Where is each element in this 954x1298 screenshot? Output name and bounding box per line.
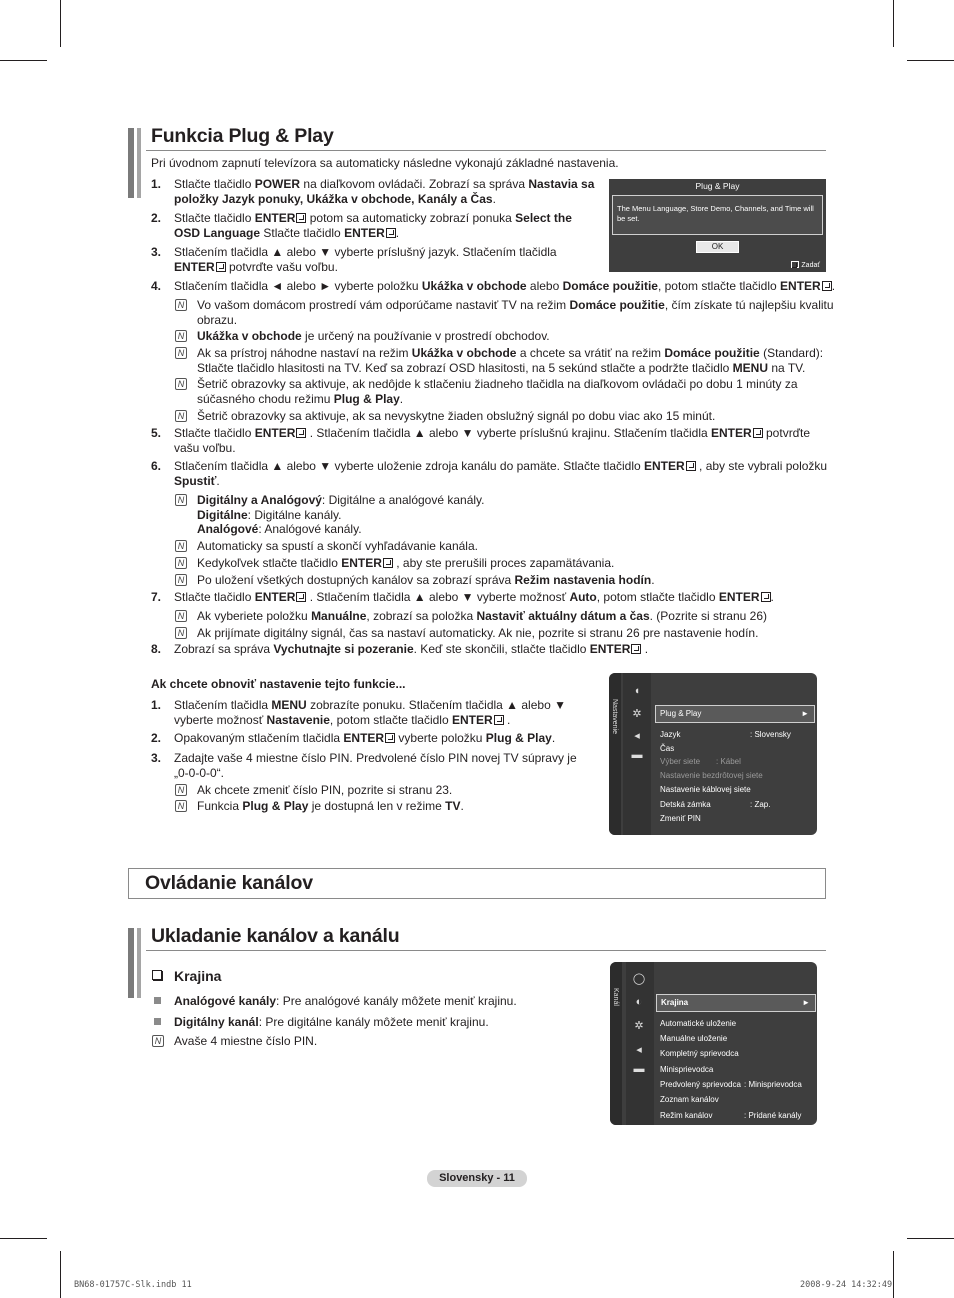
osd-message-box <box>612 195 823 235</box>
section-rule <box>146 150 826 151</box>
note-icon: N <box>175 378 187 390</box>
note-text: Funkcia Plug & Play je dostupná len v režime TV. <box>197 799 464 813</box>
ok-button[interactable]: OK <box>696 241 739 253</box>
section-bar <box>128 928 134 998</box>
step-text: Stlačením tlačidla ▲ alebo ▼ vyberte príslušný jazyk. Stlačením tlačidla ENTER potvrďte vašu voľbu. <box>174 245 557 274</box>
step-number: 1. <box>151 698 162 712</box>
gear-icon: ✲ <box>632 708 642 720</box>
osd-item-change-pin[interactable]: Zmeniť PIN <box>660 814 701 823</box>
osd-item-child-lock[interactable]: Detská zámka <box>660 800 711 809</box>
step-text: Stlačte tlačidlo ENTER potom sa automaticky zobrazí ponuka Select the OSD Language Stlačte tlačidlo ENTER . <box>174 211 572 240</box>
note-icon: N <box>152 1035 164 1047</box>
step-text: Opakovaným stlačením tlačidla ENTER vyberte položku Plug & Play. <box>174 731 556 745</box>
note-text: Automaticky sa spustí a skončí vyhľadávanie kanála. <box>197 539 478 553</box>
step-number: 6. <box>151 459 162 473</box>
step-number: 7. <box>151 590 162 604</box>
osd-setup-menu <box>609 673 817 835</box>
section-rule <box>146 950 826 951</box>
enter-icon <box>296 428 306 438</box>
osd-message: The Menu Language, Store Demo, Channels, and Time will be set. <box>617 204 814 223</box>
arrow-right-icon: ► <box>801 709 809 718</box>
osd-value-child-lock: : Zap. <box>750 800 771 809</box>
crop-mark <box>60 1251 61 1298</box>
note-text: Ukážka v obchode je určený na používanie v prostredí obchodov. <box>197 329 550 343</box>
osd-item-wireless: Nastavenie bezdrôtovej siete <box>660 771 763 780</box>
print-datetime: 2008-9-24 14:32:49 <box>800 1280 893 1290</box>
osd-item-mini-guide[interactable]: Minisprievodca <box>660 1065 714 1074</box>
osd-side-label: Nastavenie <box>611 699 618 735</box>
osd-item-jazyk[interactable]: Jazyk <box>660 730 681 739</box>
step-text: Stlačením tlačidla ▲ alebo ▼ vyberte uloženie zdroja kanálu do pamäte. Stlačte tlačidlo ENTER , aby ste vybrali položku Spustiť. <box>174 459 828 488</box>
section-bar <box>128 128 134 198</box>
note-icon: N <box>175 347 187 359</box>
note-icon: N <box>175 330 187 342</box>
step-text: Zadajte vaše 4 miestne číslo PIN. Predvolené číslo PIN novej TV súpravy je „0-0-0-0“. <box>174 751 577 780</box>
osd-item-auto-store[interactable]: Automatické uloženie <box>660 1019 737 1028</box>
note-icon: N <box>175 494 187 506</box>
osd-side-label: Kanál <box>612 988 619 1006</box>
enter-icon <box>494 715 504 725</box>
enter-icon <box>385 733 395 743</box>
application-icon: ▬ <box>633 1063 645 1075</box>
note-icon: N <box>175 627 187 639</box>
step-text: Zobrazí sa správa Vychutnajte si pozeranie. Keď ste skončili, stlačte tlačidlo ENTER . <box>174 642 649 656</box>
step-text: Stlačením tlačidla ◄ alebo ► vyberte položku Ukážka v obchode alebo Domáce použitie, potom stlačte tlačidlo ENTER . <box>174 279 836 293</box>
osd-channel-menu <box>610 962 817 1125</box>
enter-icon <box>761 592 771 602</box>
section-title: Ovládanie kanálov <box>145 872 313 894</box>
enter-icon <box>686 461 696 471</box>
osd-item-manual-store[interactable]: Manuálne uloženie <box>660 1034 728 1043</box>
arrow-right-icon: ► <box>802 998 810 1007</box>
enter-icon <box>791 261 799 268</box>
crop-mark <box>893 0 894 47</box>
osd-item-vyber-siete: Výber siete <box>660 757 701 766</box>
crop-mark <box>893 1251 894 1298</box>
back-hint: Zadať <box>790 261 820 269</box>
note-icon: N <box>175 557 187 569</box>
note-text: Ak vyberiete položku Manuálne, zobrazí sa položka Nastaviť aktuálny dátum a čas. (Pozrite si stranu 26) <box>197 609 767 623</box>
step-number: 4. <box>151 279 162 293</box>
picture-icon: ◖ <box>633 685 641 697</box>
osd-side-strip <box>610 962 622 1125</box>
crop-mark <box>0 60 47 61</box>
osd-item-cable-network[interactable]: Nastavenie káblovej siete <box>660 785 751 794</box>
note-text: Šetrič obrazovky sa aktivuje, ak nedôjde k stlačeniu žiadneho tlačidla na diaľkovom ovládači po dobu 1 minúty za súčasného chodu režimu Plug & Play. <box>197 377 798 406</box>
subheading: Krajina <box>174 968 222 984</box>
section-bar <box>137 128 141 198</box>
reset-heading: Ak chcete obnoviť nastavenie tejto funkcie... <box>151 677 406 691</box>
step-number: 2. <box>151 731 162 745</box>
checkbox-bullet-icon <box>152 970 162 980</box>
application-icon: ▬ <box>631 749 643 761</box>
note-icon: N <box>175 540 187 552</box>
enter-icon <box>386 228 396 238</box>
step-number: 3. <box>151 751 162 765</box>
square-bullet-icon <box>154 997 161 1004</box>
step-text: Stlačte tlačidlo ENTER . Stlačením tlačidla ▲ alebo ▼ vyberte možnosť Auto, potom stlačte tlačidlo ENTER . <box>174 590 774 604</box>
note-icon: N <box>175 410 187 422</box>
note-text: Vo vašom domácom prostredí vám odporúčame nastaviť TV na režim Domáce použitie, čím získate tú najlepšiu kvalitu obrazu. <box>197 298 834 327</box>
step-number: 2. <box>151 211 162 225</box>
note-text: Šetrič obrazovky sa aktivuje, ak sa nevyskytne žiaden obslužný signál po dobu viac ako 15 minút. <box>197 409 716 423</box>
crop-mark <box>0 1238 47 1239</box>
note-icon: N <box>175 784 187 796</box>
page-number-badge: Slovensky - 11 <box>427 1170 527 1187</box>
note-text: Ak sa prístroj náhodne nastaví na režim Ukážka v obchode a chcete sa vrátiť na režim Domáce použitie (Standard): Stlačte tlačidlo hlasitosti na TV. Keď sa zobrazí OSD hlasitosti, na 5 sekúnd stlačte a podržte tlačidlo MENU na TV. <box>197 346 824 375</box>
osd-item-krajina[interactable] <box>656 994 816 1012</box>
section-bar <box>137 928 141 998</box>
crop-mark <box>907 1238 954 1239</box>
enter-icon <box>216 262 226 272</box>
osd-side-strip <box>609 673 621 835</box>
enter-icon <box>822 281 832 291</box>
gear-icon: ✲ <box>634 1020 644 1032</box>
osd-plug-and-play-dialog <box>609 179 826 272</box>
osd-item-cas[interactable]: Čas <box>660 744 675 753</box>
step-number: 5. <box>151 426 162 440</box>
input-icon: ◂ <box>634 730 640 742</box>
note-text: Po uložení všetkých dostupných kanálov sa zobrazí správa Režim nastavenia hodín. <box>197 573 655 587</box>
note-text: Digitálny a Analógový: Digitálne a analógové kanály. Digitálne: Digitálne kanály. Analógové: Analógové kanály. <box>197 493 485 536</box>
osd-header: Plug & Play <box>695 181 740 191</box>
crop-mark <box>60 0 61 47</box>
osd-item-default-guide[interactable]: Predvolený sprievodca <box>660 1080 741 1089</box>
input-icon: ◂ <box>636 1044 642 1056</box>
intro-text: Pri úvodnom zapnutí televízora sa automaticky následne vykonajú základné nastavenia. <box>151 156 619 170</box>
note-text: Ak prijímate digitálny signál, čas sa nastaví automaticky. Ak nie, pozrite si stranu 26 pre nastavenie hodín. <box>197 626 759 640</box>
osd-value-channel-mode: : Pridané kanály <box>744 1111 802 1120</box>
bullet-text: Digitálny kanál: Pre digitálne kanály môžete meniť krajinu. <box>174 1015 489 1029</box>
square-bullet-icon <box>154 1018 161 1025</box>
channel-icon: ◐ <box>635 996 643 1008</box>
section-title: Ukladanie kanálov a kanálu <box>151 925 400 947</box>
step-text: Stlačením tlačidla MENU zobrazíte ponuku. Stlačením tlačidla ▲ alebo ▼ vyberte možnosť Nastavenie, potom stlačte tlačidlo ENTER . <box>174 698 566 727</box>
osd-value-vyber-siete: : Kábel <box>716 757 741 766</box>
note-icon: N <box>175 574 187 586</box>
enter-icon <box>753 428 763 438</box>
note-text: Avaše 4 miestne číslo PIN. <box>174 1034 318 1048</box>
note-icon: N <box>175 610 187 622</box>
crop-mark <box>907 60 954 61</box>
step-number: 1. <box>151 177 162 191</box>
osd-item-full-guide[interactable]: Kompletný sprievodca <box>660 1049 739 1058</box>
note-text: Kedykoľvek stlačte tlačidlo ENTER , aby ste prerušili proces zapamätávania. <box>197 556 615 570</box>
note-icon: N <box>175 299 187 311</box>
step-number: 8. <box>151 642 162 656</box>
enter-icon <box>383 558 393 568</box>
osd-item-label: Plug & Play <box>660 709 702 718</box>
step-text: Stlačte tlačidlo POWER na diaľkovom ovládači. Zobrazí sa správa Nastavia sa položky Jazyk ponuky, Ukážka v obchode, Kanály a Čas. <box>174 177 595 206</box>
bullet-text: Analógové kanály: Pre analógové kanály môžete meniť krajinu. <box>174 994 517 1008</box>
enter-icon <box>296 213 306 223</box>
osd-item-channel-list[interactable]: Zoznam kanálov <box>660 1095 719 1104</box>
osd-item-plug-and-play[interactable] <box>655 705 815 723</box>
step-text: Stlačte tlačidlo ENTER . Stlačením tlačidla ▲ alebo ▼ vyberte príslušnú krajinu. Stlačením tlačidla ENTER potvrďte vašu voľbu. <box>174 426 811 455</box>
note-icon: N <box>175 800 187 812</box>
picture-icon: ◯ <box>632 973 646 985</box>
section-title: Funkcia Plug & Play <box>151 125 334 147</box>
osd-item-channel-mode[interactable]: Režim kanálov <box>660 1111 713 1120</box>
osd-item-label: Krajina <box>661 998 689 1007</box>
enter-icon <box>631 644 641 654</box>
step-number: 3. <box>151 245 162 259</box>
note-text: Ak chcete zmeniť číslo PIN, pozrite si stranu 23. <box>197 783 453 797</box>
osd-value-jazyk: : Slovensky <box>750 730 791 739</box>
osd-value-default-guide: : Minisprievodca <box>744 1080 802 1089</box>
print-file-info: BN68-01757C-Slk.indb 11 <box>74 1280 192 1290</box>
enter-icon <box>296 592 306 602</box>
